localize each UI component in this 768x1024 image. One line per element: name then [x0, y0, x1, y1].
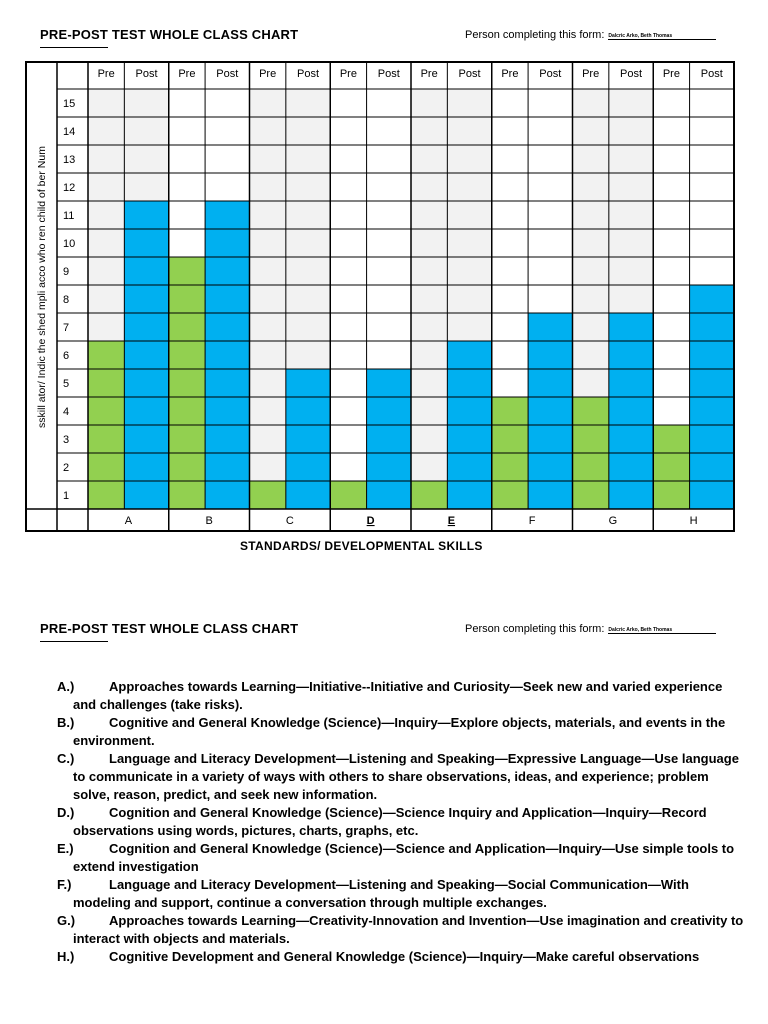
column-label-pre: Pre: [582, 68, 600, 80]
legend-letter: A.): [57, 679, 75, 694]
bar-post: [286, 369, 330, 509]
legend-item: [57, 714, 747, 750]
bar-pre: [330, 481, 366, 509]
form-title: PRE-POST TEST WHOLE CLASS CHART: [40, 621, 299, 636]
person-label: Person completing this form:: [465, 29, 605, 41]
column-label-post: Post: [458, 68, 481, 80]
legend-item: [57, 948, 747, 966]
y-tick-label: 9: [63, 266, 70, 278]
y-axis-label: sskill ator/ Indic the shed mpli acco who ren child of ber Num: [36, 146, 48, 428]
category-label: G: [608, 515, 618, 527]
y-tick-label: 7: [63, 322, 70, 334]
category-label: D: [366, 515, 375, 527]
y-tick-label: 2: [63, 462, 70, 474]
column-label-pre: Pre: [662, 68, 680, 80]
column-label-post: Post: [297, 68, 320, 80]
form-title: PRE-POST TEST WHOLE CLASS CHART: [40, 27, 299, 42]
legend-text: Approaches towards Learning—Creativity-Innovation and Invention—Use imagination and creativity to interact with objects and materials.: [73, 913, 744, 946]
category-label: B: [205, 515, 213, 527]
bar-post: [124, 201, 168, 509]
bar-post: [528, 313, 572, 509]
legend-text: Language and Literacy Development—Listening and Speaking—Expressive Language—Use language to communicate in a variety of ways with others to share observations, ideas, and experience; problem solve, reason, predict, and seek new information.: [73, 751, 739, 802]
legend-item: [57, 840, 747, 876]
legend-item: [57, 912, 747, 948]
column-label-pre: Pre: [259, 68, 277, 80]
y-tick-label: 6: [63, 350, 70, 362]
legend-letter: D.): [57, 805, 75, 820]
y-tick-label: 11: [63, 210, 75, 222]
legend-text: Cognition and General Knowledge (Science)—Science Inquiry and Application—Inquiry—Record observations using words, pictures, charts, graphs, etc.: [73, 805, 707, 838]
legend-letter: F.): [57, 877, 72, 892]
legend-item: [57, 750, 747, 804]
legend-item: [57, 804, 747, 840]
legend-text: Cognitive Development and General Knowledge (Science)—Inquiry—Make careful observations: [109, 949, 700, 964]
column-label-pre: Pre: [420, 68, 438, 80]
legend-text: Language and Literacy Development—Listening and Speaking—Social Communication—With modeling and support, continue a conversation through multiple exchanges.: [73, 877, 689, 910]
category-label: H: [689, 515, 698, 527]
y-tick-label: 10: [63, 238, 76, 250]
column-label-post: Post: [700, 68, 723, 80]
standards-legend: [57, 678, 747, 966]
column-label-post: Post: [135, 68, 158, 80]
column-label-post: Post: [216, 68, 239, 80]
bar-pre: [411, 481, 447, 509]
legend-text: Cognition and General Knowledge (Science)—Science and Application—Inquiry—Use simple tools to extend investigation: [73, 841, 735, 874]
y-tick-label: 4: [63, 406, 70, 418]
column-label-pre: Pre: [339, 68, 357, 80]
legend-letter: C.): [57, 751, 75, 766]
y-tick-label: 5: [63, 378, 70, 390]
legend-text: Approaches towards Learning—Initiative--Initiative and Curiosity—Seek new and varied experience and challenges (take risks).: [73, 679, 723, 712]
column-label-pre: Pre: [178, 68, 196, 80]
bar-post: [367, 369, 411, 509]
person-value: Dalcric Arko, Beth Thomas: [608, 33, 716, 40]
legend-letter: E.): [57, 841, 74, 856]
column-label-post: Post: [539, 68, 562, 80]
y-tick-label: 3: [63, 434, 70, 446]
legend-letter: H.): [57, 949, 75, 964]
y-tick-label: 8: [63, 294, 70, 306]
column-label-pre: Pre: [501, 68, 519, 80]
y-tick-label: 15: [63, 98, 76, 110]
title-underline: [40, 641, 108, 642]
person-label: Person completing this form:: [465, 623, 605, 635]
bar-pre: [653, 425, 689, 509]
x-axis-title: STANDARDS/ DEVELOPMENTAL SKILLS: [240, 539, 483, 553]
category-label: A: [124, 515, 133, 527]
category-label: C: [285, 515, 294, 527]
y-tick-label: 13: [63, 154, 76, 166]
bar-post: [205, 201, 249, 509]
legend-text: Cognitive and General Knowledge (Science)—Inquiry—Explore objects, materials, and events in the environment.: [73, 715, 726, 748]
legend-letter: B.): [57, 715, 75, 730]
y-tick-label: 14: [63, 126, 76, 138]
legend-item: [57, 876, 747, 912]
y-tick-label: 1: [63, 490, 70, 502]
y-tick-label: 12: [63, 182, 76, 194]
bar-pre: [169, 257, 205, 509]
column-label-post: Post: [377, 68, 400, 80]
bar-post: [609, 313, 653, 509]
legend-item: [57, 678, 747, 714]
column-label-post: Post: [620, 68, 643, 80]
person-value: Dalcric Arko, Beth Thomas: [608, 627, 716, 634]
person-completing: [465, 623, 716, 635]
category-label: F: [528, 515, 536, 527]
category-label: E: [447, 515, 456, 527]
bar-pre: [250, 481, 286, 509]
column-label-pre: Pre: [97, 68, 115, 80]
form-header-repeat: [40, 621, 740, 647]
legend-letter: G.): [57, 913, 76, 928]
